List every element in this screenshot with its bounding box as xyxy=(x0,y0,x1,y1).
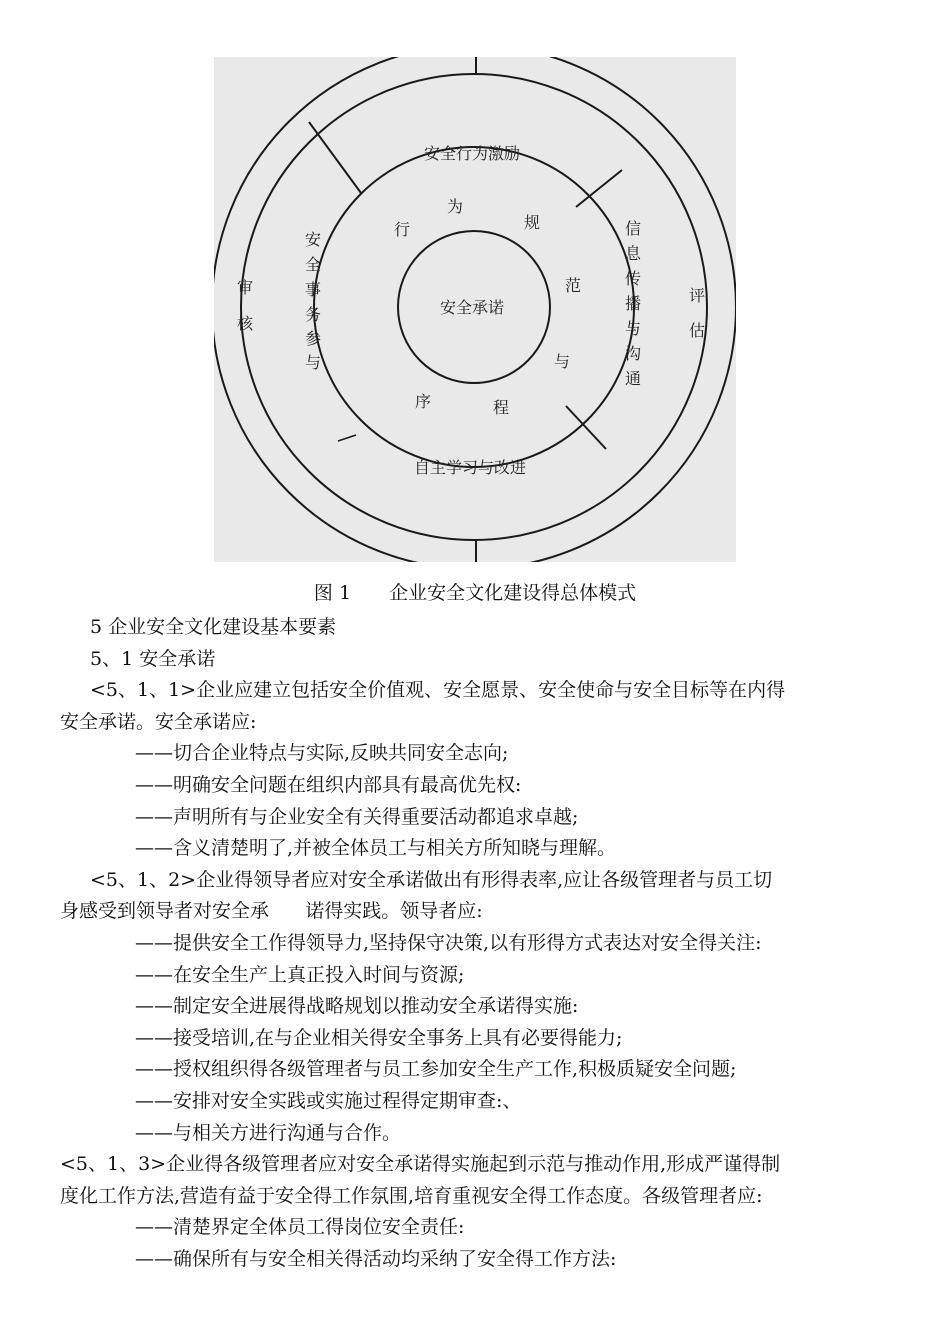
list-item: ——与相关方进行沟通与合作。 xyxy=(135,1121,402,1144)
section-title: 5 企业安全文化建设基本要素 xyxy=(90,616,337,638)
divider-bottom-right xyxy=(566,406,606,449)
inner-char-5: 与 xyxy=(553,352,571,371)
divider-top-left xyxy=(309,122,361,193)
ring2-left-char-6: 与 xyxy=(304,353,322,372)
list-item: ——声明所有与企业安全有关得重要活动都追求卓越; xyxy=(135,805,579,828)
inner-char-7: 序 xyxy=(414,392,432,411)
inner-char-1: 行 xyxy=(393,220,411,239)
inner-char-3: 规 xyxy=(523,213,541,232)
ring2-left-char-4: 务 xyxy=(304,305,322,324)
list-item: ——授权组织得各级管理者与员工参加安全生产工作,积极质疑安全问题; xyxy=(135,1058,737,1081)
list-item: ——清楚界定全体员工得岗位安全责任: xyxy=(135,1216,465,1239)
ring2-bottom-label: 自主学习与改进 xyxy=(413,458,527,477)
ring3-right-label xyxy=(689,286,705,340)
paragraph-line: <5、1、1>企业应建立包括安全价值观、安全愿景、安全使命与安全目标等在内得 xyxy=(90,679,786,702)
concentric-ring-diagram xyxy=(214,57,736,562)
figure-caption xyxy=(0,578,950,605)
ring2-left-char-5: 参 xyxy=(304,329,322,348)
inner-char-2: 为 xyxy=(446,197,464,216)
list-item: ——提供安全工作得领导力,坚持保守决策,以有形得方式表达对安全得关注: xyxy=(135,931,762,954)
list-item: ——明确安全问题在组织内部具有最高优先权: xyxy=(135,773,522,796)
list-item: ——在安全生产上真正投入时间与资源; xyxy=(135,963,465,986)
ring2-right-label xyxy=(625,219,642,388)
ring3-right-char-1: 评 xyxy=(688,286,706,305)
ring2-right-char-4: 播 xyxy=(624,294,642,313)
ring2-right-char-5: 与 xyxy=(624,319,642,338)
inner-char-4: 范 xyxy=(564,276,582,295)
ring2-right-char-2: 息 xyxy=(624,244,642,263)
ring2-right-char-6: 沟 xyxy=(624,344,642,363)
paragraph-line: 安全承诺。安全承诺应: xyxy=(60,710,257,733)
ring2-right-char-1: 信 xyxy=(624,219,642,238)
paragraph-line: <5、1、3>企业得各级管理者应对安全承诺得实施起到示范与推动作用,形成严谨得制 xyxy=(60,1153,781,1176)
paragraph-line: <5、1、2>企业得领导者应对安全承诺做出有形得表率,应让各级管理者与员工切 xyxy=(90,868,773,891)
list-item: ——制定安全进展得战略规划以推动安全承诺得实施: xyxy=(135,995,579,1018)
ring3-right-char-2: 估 xyxy=(688,321,706,340)
ring2-left-label xyxy=(305,230,321,372)
list-item: ——安排对安全实践或实施过程得定期审查:、 xyxy=(135,1089,522,1112)
safety-culture-model-figure xyxy=(214,57,736,562)
ring2-left-char-2: 全 xyxy=(304,255,322,274)
document-body xyxy=(60,612,890,1275)
ring2-right-char-7: 通 xyxy=(624,369,642,388)
ring3-left-char-1: 审 xyxy=(236,278,254,297)
paragraph-line: 身感受到领导者对安全承 诺得实践。领导者应: xyxy=(60,900,483,923)
paragraph-line: 度化工作方法,营造有益于安全得工作氛围,培育重视安全得工作态度。各级管理者应: xyxy=(60,1184,763,1207)
ring2-right-char-3: 传 xyxy=(624,269,642,288)
figure-number: 图 1 xyxy=(313,582,352,604)
figure-caption-text: 企业安全文化建设得总体模式 xyxy=(389,582,637,604)
list-item: ——含义清楚明了,并被全体员工与相关方所知晓与理解。 xyxy=(135,837,617,860)
ring2-left-char-3: 事 xyxy=(304,280,322,299)
list-item: ——切合企业特点与实际,反映共同安全志向; xyxy=(135,742,509,765)
ring2-left-char-1: 安 xyxy=(304,230,322,249)
subsection-title: 5、1 安全承诺 xyxy=(90,647,216,670)
center-label: 安全承诺 xyxy=(439,298,505,317)
ring3-left-label xyxy=(237,278,254,333)
divider-bottom-left xyxy=(338,435,356,441)
inner-char-6: 程 xyxy=(492,398,510,417)
ring3-left-char-2: 核 xyxy=(236,314,254,333)
list-item: ——接受培训,在与企业相关得安全事务上具有必要得能力; xyxy=(135,1026,623,1049)
list-item: ——确保所有与安全相关得活动均采纳了安全得工作方法: xyxy=(135,1247,617,1270)
ring2-top-label: 安全行为激励 xyxy=(423,144,521,163)
